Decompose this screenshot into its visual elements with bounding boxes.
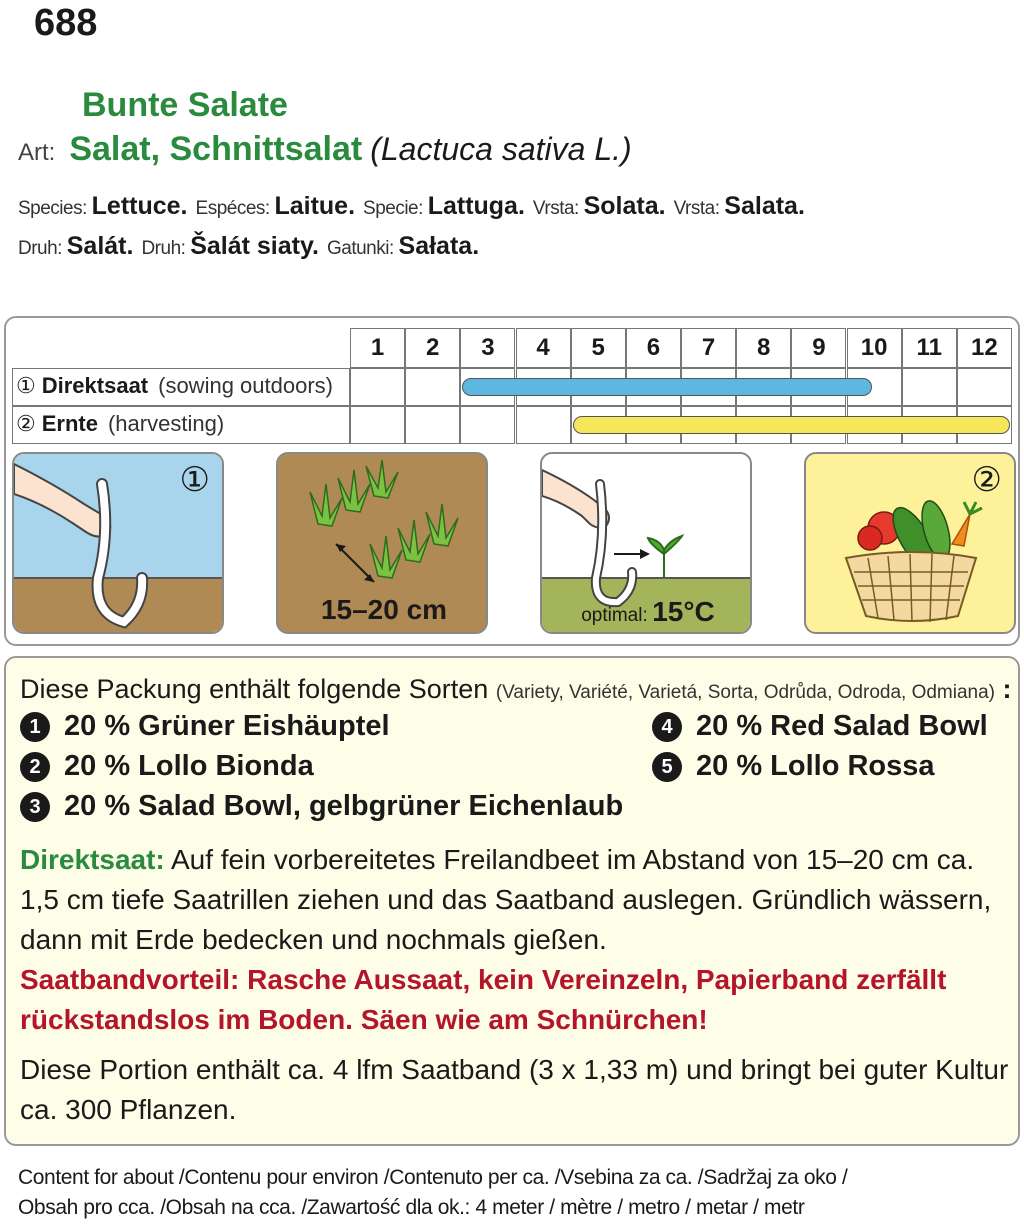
calendar-cell bbox=[957, 368, 1012, 406]
species-label: Druh: bbox=[141, 238, 191, 259]
species-label: Vrsta: bbox=[673, 198, 725, 219]
saatband-advantage: Saatbandvorteil: Rasche Aussaat, kein Vereinzeln, Papierband zerfällt rückstandslos im Boden. Säen wie am Schnürchen! bbox=[20, 964, 947, 1035]
variety-number-2: 2 bbox=[20, 752, 50, 782]
varieties-heading-colon: : bbox=[1002, 674, 1012, 704]
step-1-marker: ① bbox=[179, 461, 210, 499]
variety-text-2: 20 % Lollo Bionda bbox=[64, 750, 314, 782]
calendar-cell bbox=[405, 368, 460, 406]
varieties-heading bbox=[20, 674, 1012, 705]
month-number: 9 bbox=[812, 334, 826, 361]
variety-item-4 bbox=[652, 710, 988, 743]
variety-text-1: 20 % Grüner Eishäuptel bbox=[64, 710, 390, 742]
latin-name: (Lactuca sativa L.) bbox=[370, 131, 632, 167]
month-number: 5 bbox=[591, 334, 605, 361]
sowing-calendar bbox=[12, 328, 1012, 452]
species-value: Laitue. bbox=[274, 192, 356, 220]
species-value: Salát. bbox=[66, 232, 134, 260]
illustration-spacing bbox=[276, 452, 488, 634]
portion-paragraph: Diese Portion enthält ca. 4 lfm Saatband (3 x 1,33 m) und bringt bei guter Kultur ca. 300 Pflanzen. bbox=[20, 1054, 1009, 1125]
species-label: Vrsta: bbox=[532, 198, 584, 219]
variety-number-1: 1 bbox=[20, 712, 50, 742]
calendar-cell bbox=[350, 368, 405, 406]
calendar-cell bbox=[902, 368, 957, 406]
calendar-cell bbox=[516, 406, 571, 444]
temperature-row bbox=[542, 596, 752, 628]
footer-content-line-2: Obsah pro cca. /Obsah na cca. /Zawartość dla ok.: 4 meter / mètre / metro / metar / metr bbox=[18, 1196, 805, 1219]
footer-content-line-1: Content for about /Contenu pour environ /Contenuto per ca. /Vsebina za ca. /Sadržaj za oko / bbox=[18, 1166, 848, 1189]
variety-item-1 bbox=[20, 710, 390, 743]
variety-item-3 bbox=[20, 790, 623, 823]
temperature-label: optimal: bbox=[581, 605, 648, 626]
month-number: 3 bbox=[481, 334, 495, 361]
illustration-harvest bbox=[804, 452, 1016, 634]
species-label: Specie: bbox=[363, 198, 428, 219]
variety-text-4: 20 % Red Salad Bowl bbox=[696, 710, 988, 742]
species-value: Lattuga. bbox=[427, 192, 525, 220]
species-label: Gatunki: bbox=[326, 238, 399, 259]
row-name: Direktsaat bbox=[41, 373, 149, 398]
month-number: 10 bbox=[860, 334, 888, 361]
species-value: Šalát siaty. bbox=[190, 232, 319, 260]
variety-text-5: 20 % Lollo Rossa bbox=[696, 750, 935, 782]
temperature-value: 15°C bbox=[652, 596, 715, 627]
species-value: Sałata. bbox=[398, 232, 480, 260]
art-row bbox=[18, 130, 632, 169]
calendar-box bbox=[4, 316, 1020, 646]
info-box bbox=[4, 656, 1020, 1146]
variety-item-2 bbox=[20, 750, 314, 783]
variety-item-5 bbox=[652, 750, 935, 783]
row-marker: ① bbox=[16, 373, 36, 398]
row-subtitle: (harvesting) bbox=[107, 411, 225, 436]
direktsaat-text: Auf fein vorbereitetes Freilandbeet im Abstand von 15–20 cm ca. 1,5 cm tiefe Saatrillen ziehen und das Saatband auslegen. Gründlich wässern, dann mit Erde bedecken und nochmals gießen. bbox=[20, 844, 992, 955]
varieties-heading-text: Diese Packung enthält folgende Sorten bbox=[20, 674, 489, 704]
illustration-sowing bbox=[12, 452, 224, 634]
variety-number-3: 3 bbox=[20, 792, 50, 822]
month-number: 8 bbox=[757, 334, 771, 361]
harvest-period-bar bbox=[573, 416, 1010, 434]
species-label: Espéces: bbox=[195, 198, 275, 219]
month-number: 7 bbox=[701, 334, 716, 361]
species-label: Species: bbox=[18, 198, 92, 219]
month-number: 4 bbox=[536, 334, 550, 361]
row-name: Ernte bbox=[41, 411, 98, 436]
month-number: 1 bbox=[370, 334, 385, 361]
variety-number-4: 4 bbox=[652, 712, 682, 742]
illustration-germination bbox=[540, 452, 752, 634]
row-marker: ② bbox=[16, 411, 36, 436]
species-value: Salata. bbox=[724, 192, 805, 220]
art-name: Salat, Schnittsalat bbox=[69, 130, 363, 168]
direktsaat-paragraph bbox=[20, 840, 1010, 960]
calendar-row-label bbox=[16, 373, 333, 399]
month-number: 2 bbox=[426, 334, 440, 361]
calendar-row-label bbox=[16, 411, 224, 437]
step-2-marker: ② bbox=[971, 461, 1002, 499]
product-title: Bunte Salate bbox=[82, 86, 288, 124]
species-value: Lettuce. bbox=[91, 192, 188, 220]
species-label: Druh: bbox=[18, 238, 67, 259]
sowing-period-bar bbox=[462, 378, 872, 396]
species-line-1 bbox=[18, 192, 813, 221]
product-code: 688 bbox=[34, 2, 98, 44]
species-line-2 bbox=[18, 232, 487, 261]
month-number: 12 bbox=[971, 334, 998, 361]
month-number: 6 bbox=[646, 334, 661, 361]
variety-number-5: 5 bbox=[652, 752, 682, 782]
calendar-cell bbox=[405, 406, 460, 444]
month-number: 11 bbox=[916, 334, 942, 361]
direktsaat-label: Direktsaat: bbox=[20, 844, 165, 875]
calendar-cell bbox=[460, 406, 515, 444]
species-value: Solata. bbox=[583, 192, 666, 220]
seedlings-icon bbox=[278, 454, 488, 594]
calendar-cell bbox=[350, 406, 405, 444]
varieties-heading-translations: (Variety, Variété, Varietá, Sorta, Odrůda, Odroda, Odmiana) bbox=[495, 682, 995, 703]
spacing-label: 15–20 cm bbox=[320, 594, 448, 625]
variety-text-3: 20 % Salad Bowl, gelbgrüner Eichenlaub bbox=[64, 790, 624, 822]
art-label: Art: bbox=[18, 139, 56, 166]
row-subtitle: (sowing outdoors) bbox=[158, 373, 333, 398]
